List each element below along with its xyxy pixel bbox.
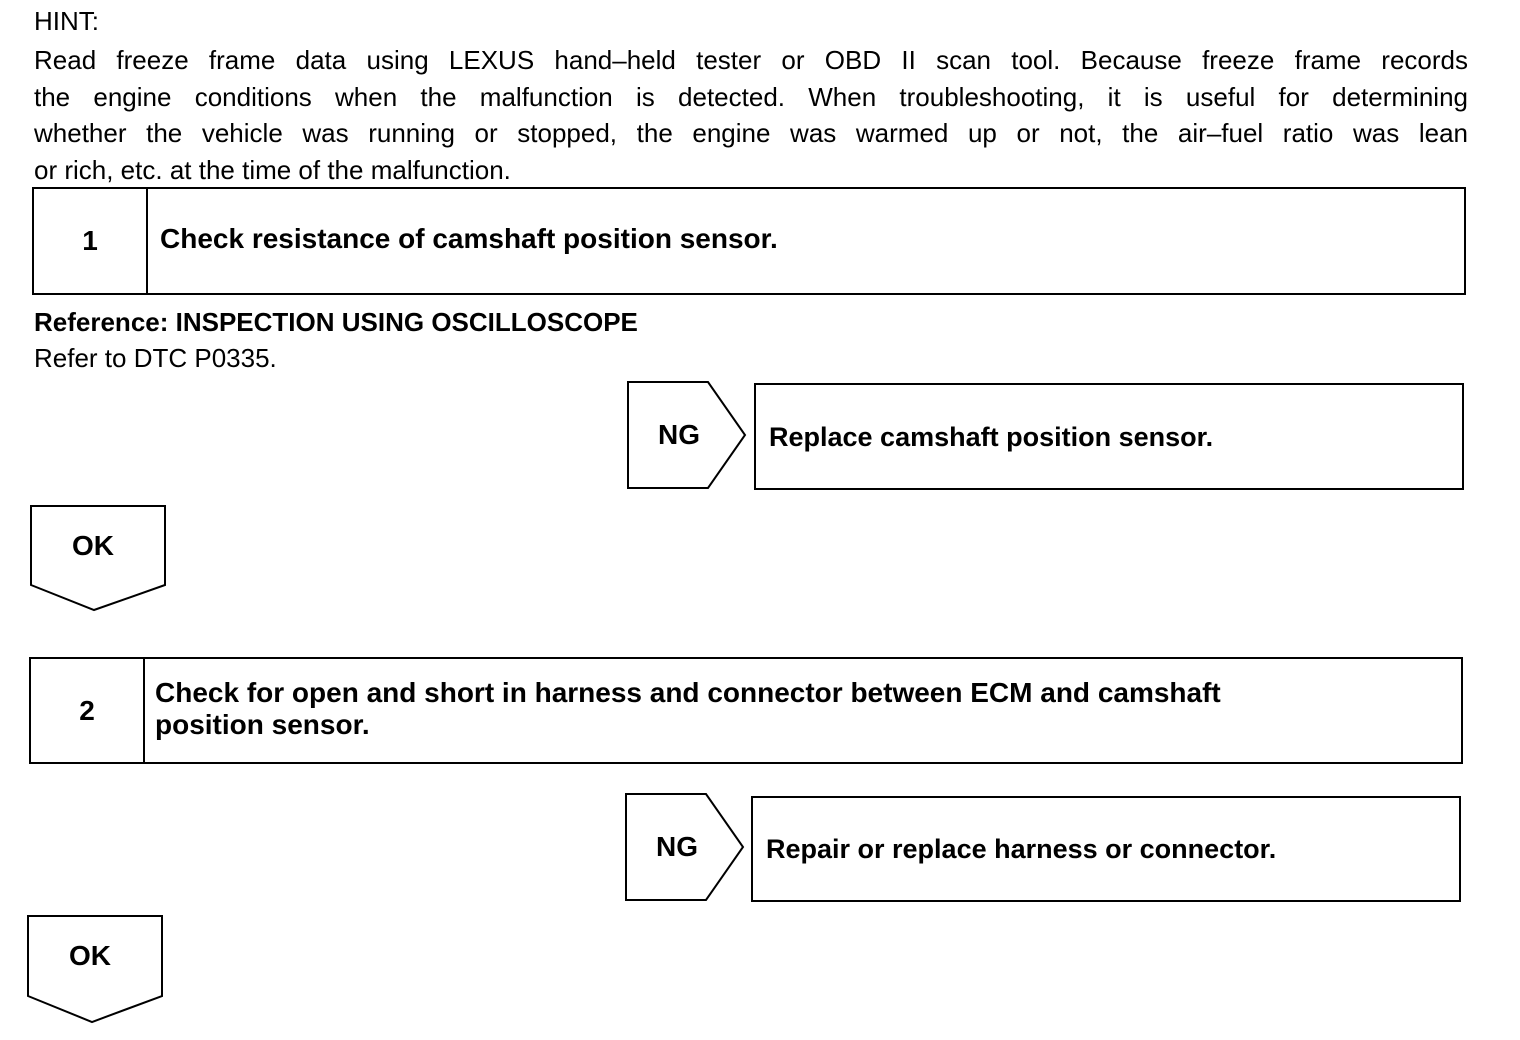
reference-title: Reference: INSPECTION USING OSCILLOSCOPE [34,307,638,337]
ng-action-box-2 [751,796,1461,902]
ok-label-1: OK [72,530,114,561]
ng-action-text-2: Repair or replace harness or connector. [766,834,1277,864]
ng-action-box-1 [754,383,1464,490]
hint-label: HINT: [34,6,99,36]
step-1-number: 1 [34,189,148,293]
hint-line-1: Read freeze frame data using LEXUS hand–held tester or OBD II scan tool. Because freeze frame records [34,45,1468,75]
reference-text: Refer to DTC P0335. [34,343,277,373]
hint-line-3: whether the vehicle was running or stopped, the engine was warmed up or not, the air–fuel ratio was lean [34,118,1468,148]
step-2-title-line-1: Check for open and short in harness and connector between ECM and camshaft [155,677,1221,708]
ok-label-2: OK [69,940,111,971]
step-2-number: 2 [31,659,145,762]
hint-line-2: the engine conditions when the malfunction is detected. When troubleshooting, it is useful for determining [34,81,1468,112]
step-2-box [29,657,1463,764]
hint-line-4: or rich, etc. at the time of the malfunction. [34,154,511,185]
step-1-title: Check resistance of camshaft position sensor. [160,223,778,254]
ng-label-1: NG [658,419,700,450]
step-2-title-line-2: position sensor. [155,709,370,740]
ng-label-2: NG [656,831,698,862]
ng-action-text-1: Replace camshaft position sensor. [769,422,1214,452]
